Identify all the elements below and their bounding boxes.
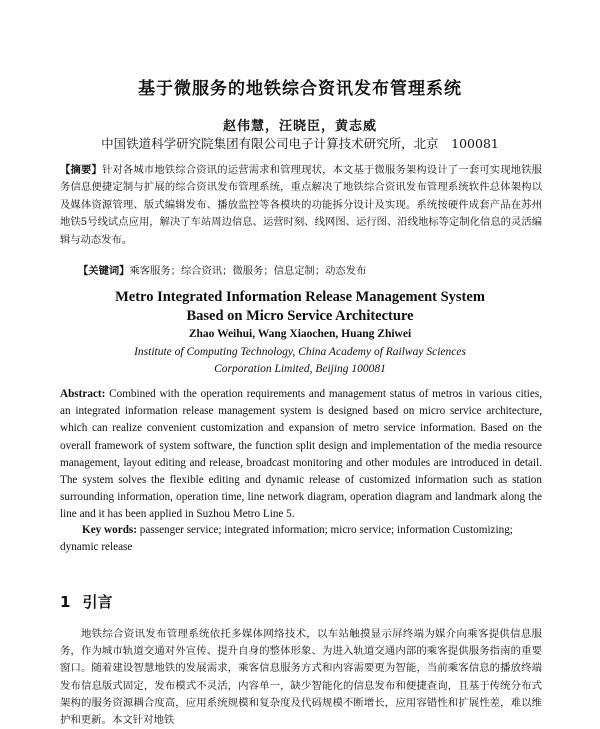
- authors-cn: 赵伟慧，汪晓臣，黄志威: [222, 119, 377, 134]
- paper-title-en-line1: Metro Integrated Information Release Management System: [115, 289, 485, 305]
- abstract-cn: [60, 162, 542, 249]
- abstract-en: [60, 386, 542, 524]
- abstract-en-text: Combined with the operation requirements and management status of metros in various cities, an integrated information release management system is designed based on micro service architecture, which can realize convenient customization and expansion of metro service information. Based on the overall framework of system software, the function split design and implementation of the media resource management, layout editing and release, broadcast monitoring and other modules are introduced in detail. The system solves the flexible editing and dynamic release of customized information such as station surrounding information, operation time, line network diagram, operation diagram and landmark along the line and it has been applied in Suzhou Metro Line 5.: [60, 388, 543, 521]
- abstract-cn-text: 针对各城市地铁综合资讯的运营需求和管理现状，本文基于微服务架构设计了一套可实现地铁服务信息便捷定制与扩展的综合资讯发布管理系统，重点解决了地铁综合资讯发布管理系统软件总体架构以及媒体资源管理、版式编辑发布、播放监控等各模块的功能拆分设计及实现。系统按硬件成套产品在苏州地铁5号线试点应用，解决了车站周边信息、运营时刻、线网图、运行图、沿线地标等定制化信息的灵活编辑与动态发布。: [60, 164, 543, 246]
- section-title: 引言: [82, 593, 113, 611]
- keywords-cn: [78, 262, 548, 277]
- keywords-en: [60, 522, 542, 556]
- section-heading-introduction: [60, 591, 112, 612]
- keywords-en-text: passenger service; integrated information; micro service; information Customizing; dynamic release: [60, 524, 513, 554]
- authors-en: Zhao Weihui, Wang Xiaochen, Huang Zhiwei: [188, 328, 412, 340]
- section-body-text: 地铁综合资讯发布管理系统依托多媒体网络技术，以车站触摸显示屏终端为媒介向乘客提供信息服务，作为城市轨道交通对外宣传、提升自身的整体形象、为进入轨道交通内部的乘客提供服务指南的重要窗口。随着建设智慧地铁的发展需求，乘客信息服务方式和内容需要更为智能，当前乘客信息的播放终端发布信息版式固定，发布模式不灵活，内容单一，缺少智能化的信息发布和便捷查询，且基于传统分布式架构的服务资源耦合度高，应用系统规模和复杂度及代码规模不断增长，应用容错性和扩展性差，难以维护和更新。本文针对地铁: [60, 628, 542, 727]
- keywords-en-label: Key words:: [82, 524, 137, 536]
- section-number: 1: [60, 593, 71, 611]
- affiliation-en-line2: Corporation Limited, Beijing 100081: [214, 363, 386, 375]
- affiliation-cn: 中国铁道科学研究院集团有限公司电子计算技术研究所，北京 100081: [101, 136, 499, 151]
- abstract-en-label: Abstract:: [60, 388, 106, 400]
- paper-title-en-line2: Based on Micro Service Architecture: [186, 308, 414, 324]
- paper-title-cn: 基于微服务的地铁综合资讯发布管理系统: [138, 79, 462, 99]
- keywords-cn-label: 【关键词】: [78, 265, 130, 277]
- keywords-cn-text: 乘客服务；综合资讯；微服务；信息定制；动态发布: [129, 265, 367, 277]
- affiliation-en-line1: Institute of Computing Technology, China Academy of Railway Sciences: [134, 346, 466, 358]
- abstract-cn-label: 【摘要】: [60, 164, 102, 176]
